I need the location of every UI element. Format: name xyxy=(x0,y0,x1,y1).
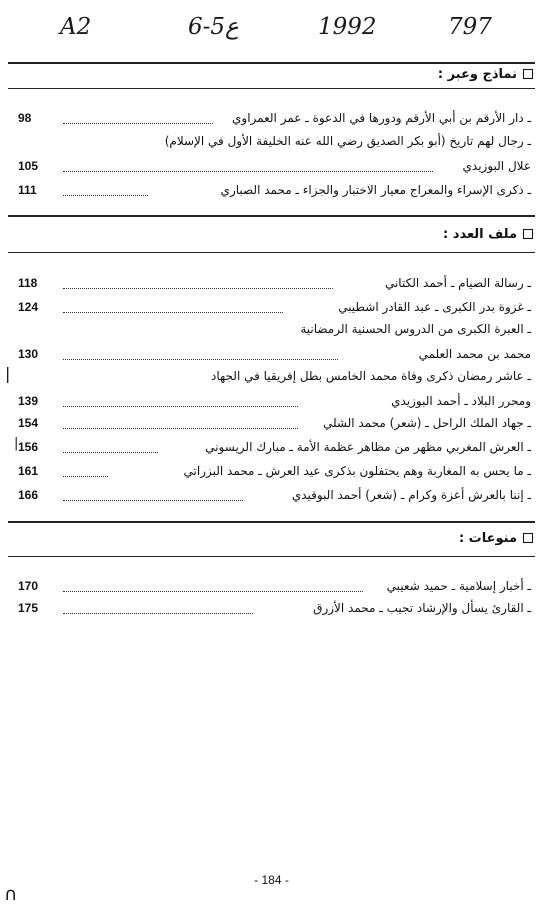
entry-title: علال البوزيدي xyxy=(462,159,531,173)
entry-page: 175 xyxy=(18,601,39,615)
entry-title: ـ العرش المغربي مظهر من مظاهر عظمة الأمة ـ مبارك الريسوني xyxy=(205,440,531,454)
toc-entry[interactable] xyxy=(18,394,531,412)
toc-entry[interactable] xyxy=(18,440,531,458)
section-rule xyxy=(8,252,535,253)
dot-leader xyxy=(63,161,433,172)
section-rule xyxy=(8,556,535,557)
entry-page: 118 xyxy=(18,276,38,290)
entry-title: ـ رجال لهم تاريخ (أبو بكر الصديق رضي الله عنه الخليفة الأول في الإسلام) xyxy=(164,134,531,148)
dot-leader xyxy=(63,302,283,313)
entry-page: 105 xyxy=(18,159,39,173)
toc-entry[interactable] xyxy=(18,601,531,619)
toc-entry[interactable] xyxy=(18,347,531,365)
entry-page: 111 xyxy=(18,183,37,197)
toc-entry[interactable] xyxy=(18,488,531,506)
toc-entry[interactable] xyxy=(18,464,531,482)
handwritten-code: A2 xyxy=(60,14,92,40)
dot-leader xyxy=(63,466,108,477)
margin-mark: | xyxy=(5,364,11,383)
checkbox-square-icon xyxy=(523,533,533,543)
entry-page: 98 xyxy=(18,111,32,125)
entry-page: 124 xyxy=(18,300,39,314)
handwritten-issue: 6-5ع xyxy=(188,14,239,40)
entry-page: 154 xyxy=(18,416,39,430)
toc-entry[interactable] xyxy=(18,276,531,294)
entry-title: ومحرر البلاد ـ أحمد البوزيدي xyxy=(391,394,531,408)
entry-title: ـ عاشر رمضان ذكرى وفاة محمد الخامس بطل إفريقيا في الجهاد xyxy=(211,369,531,383)
handwritten-year: 1992 xyxy=(318,14,377,40)
section-rule xyxy=(8,88,535,89)
corner-pen-mark: ∩ xyxy=(4,884,18,905)
toc-entry[interactable] xyxy=(18,183,531,201)
entry-title: محمد بن محمد العلمي xyxy=(418,347,531,361)
dot-leader xyxy=(63,442,158,453)
checkbox-square-icon xyxy=(523,69,533,79)
entry-title: ـ رسالة الصيام ـ أحمد الكتاني xyxy=(384,276,531,290)
entry-title: ـ إننا بالعرش أعزة وكرام ـ (شعر) أحمد البوقيدي xyxy=(291,488,531,502)
entry-page: 139 xyxy=(18,394,39,408)
section-rule xyxy=(8,521,535,523)
section-rule xyxy=(8,62,535,64)
entry-page: 166 xyxy=(18,488,39,502)
toc-entry[interactable] xyxy=(18,300,531,318)
entry-page: 170 xyxy=(18,579,39,593)
entry-title: ـ جهاد الملك الراحل ـ (شعر) محمد الشلي xyxy=(322,416,531,430)
toc-entry[interactable] xyxy=(18,159,531,177)
section-heading: منوعات : xyxy=(10,531,533,549)
dot-leader xyxy=(63,185,148,196)
checkbox-square-icon xyxy=(523,229,533,239)
entry-title: ـ غزوة بدر الكبرى ـ عبد القادر اشطيبي xyxy=(338,300,531,314)
handwritten-number: 797 xyxy=(448,14,492,40)
toc-entry[interactable] xyxy=(18,111,531,129)
section-heading: نماذج وعبر : xyxy=(10,67,533,85)
dot-leader xyxy=(63,418,298,429)
entry-title: ـ أخبار إسلامية ـ حميد شعيبي xyxy=(386,579,531,593)
toc-entry[interactable] xyxy=(18,579,531,597)
toc-entry[interactable] xyxy=(18,416,531,434)
dot-leader xyxy=(63,603,253,614)
entry-page: 130 xyxy=(18,347,39,361)
section-heading: ملف العدد : xyxy=(10,227,533,245)
dot-leader xyxy=(63,113,213,124)
entry-page: 156 xyxy=(18,440,39,454)
toc-entry[interactable] xyxy=(18,322,531,340)
entry-title: ـ دار الأرقم بن أبي الأرقم ودورها في الدعوة ـ عمر العمراوي xyxy=(232,111,531,125)
entry-title: ـ القارئ يسأل والإرشاد تجيب ـ محمد الأزرق xyxy=(313,601,531,615)
dot-leader xyxy=(63,490,243,501)
dot-leader xyxy=(63,581,363,592)
toc-entry[interactable] xyxy=(18,134,531,152)
dot-leader xyxy=(63,349,338,360)
dot-leader xyxy=(63,396,298,407)
toc-entry[interactable] xyxy=(18,369,531,387)
entry-page: 161 xyxy=(18,464,39,478)
entry-title: ـ ذكرى الإسراء والمعراج معيار الاختبار والجزاء ـ محمد الصباري xyxy=(220,183,531,197)
entry-title: ـ ما يحس به المغاربة وهم يحتفلون بذكرى عيد العرش ـ محمد البزراتي xyxy=(183,464,531,478)
margin-mark: | xyxy=(14,436,19,451)
section-rule xyxy=(8,215,535,217)
page-number: - 184 - xyxy=(254,873,289,887)
entry-title: ـ العبرة الكبرى من الدروس الحسنية الرمضانية xyxy=(300,322,531,336)
dot-leader xyxy=(63,278,333,289)
